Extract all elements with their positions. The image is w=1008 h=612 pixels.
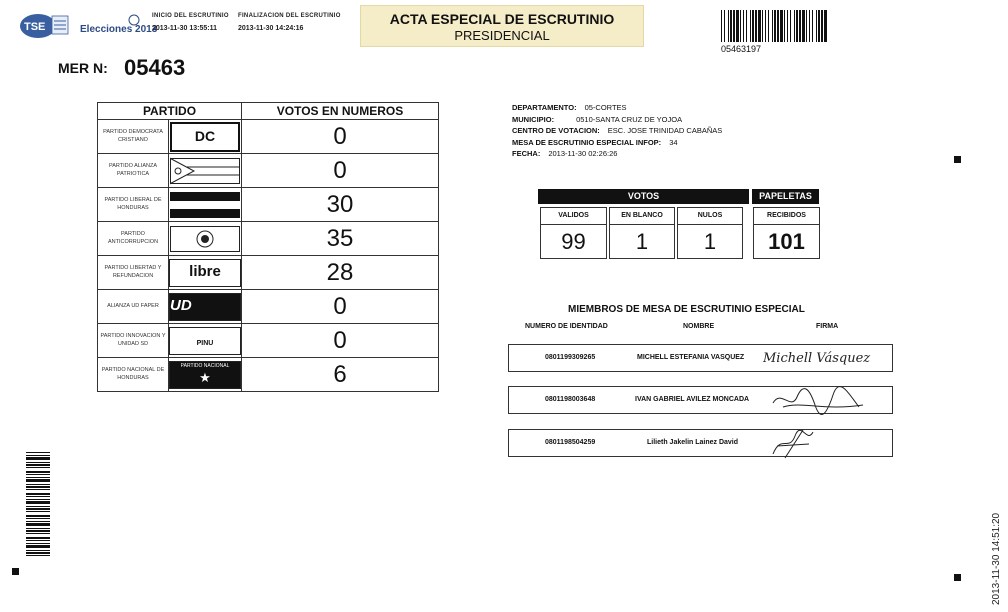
blanco-label: EN BLANCO [610, 208, 674, 225]
party-votes: 30 [242, 188, 439, 222]
validos-value: 99 [561, 229, 586, 254]
member-id: 0801198504259 [545, 439, 596, 446]
party-name: PARTIDO NACIONAL DE HONDURAS [98, 358, 169, 392]
party-logo-cell [169, 120, 242, 154]
party-votes: 35 [242, 222, 439, 256]
table-row [98, 256, 439, 290]
party-votes: 0 [242, 324, 439, 358]
recibidos-value: 101 [768, 229, 805, 254]
party-votes: 0 [242, 154, 439, 188]
page-title: ACTA ESPECIAL DE ESCRUTINIO [389, 11, 615, 27]
col-nombre: NOMBRE [683, 323, 715, 330]
page-subtitle: PRESIDENCIAL [454, 28, 550, 43]
member-name: MICHELL ESTEFANIA VASQUEZ [637, 354, 745, 361]
nulos-box [677, 207, 743, 259]
party-votes-table [97, 102, 439, 392]
party-votes: 0 [242, 290, 439, 324]
mer-label: MER N: [58, 60, 108, 76]
party-logo-cell [169, 256, 242, 290]
elecciones-logo-text: Elecciones 2013 [80, 24, 158, 35]
blanco-value: 1 [635, 229, 649, 254]
departamento-value: 05-CORTES [584, 103, 627, 112]
inicio-label: INICIO DEL ESCRUTINIO [152, 13, 229, 19]
anticorrupcion-logo-icon [170, 226, 240, 252]
recibidos-box [753, 207, 820, 259]
corner-mark [954, 574, 961, 581]
dc-logo: DC [170, 122, 240, 152]
partido-nacional-logo [169, 361, 241, 389]
member-signature [763, 381, 873, 419]
centro-label: CENTRO DE VOTACION: [512, 126, 600, 135]
star-icon: ★ [199, 369, 211, 385]
title-box [360, 5, 644, 47]
party-name: PARTIDO INNOVACION Y UNIDAD SD [98, 324, 169, 358]
col-identidad: NUMERO DE IDENTIDAD [525, 323, 608, 330]
recibidos-label: RECIBIDOS [754, 208, 819, 225]
party-logo-cell [169, 188, 242, 222]
member-signature: Michell Vásquez [763, 351, 871, 366]
table-row [98, 154, 439, 188]
members-title: MIEMBROS DE MESA DE ESCRUTINIO ESPECIAL [568, 304, 805, 315]
mesa-label: MESA DE ESCRUTINIO ESPECIAL INFOP: [512, 137, 662, 147]
party-name: PARTIDO ANTICORRUPCION [98, 222, 169, 256]
member-row [508, 344, 893, 372]
party-logo-cell [169, 290, 242, 324]
table-header-row [98, 103, 439, 120]
municipio-value: 0510-SANTA CRUZ DE YOJOA [576, 114, 683, 124]
header-votos: VOTOS EN NUMEROS [242, 103, 439, 120]
fin-value: 2013-11-30 14:24:16 [238, 25, 304, 32]
barcode-top [721, 10, 825, 42]
member-id: 0801198003648 [545, 396, 596, 403]
member-row [508, 386, 893, 414]
party-name: PARTIDO DEMOCRATA CRISTIANO [98, 120, 169, 154]
municipio-label: MUNICIPIO: [512, 114, 555, 124]
elecciones-logo [78, 10, 158, 42]
fecha-value: 2013-11-30 02:26:26 [548, 149, 618, 158]
alianza-patriotica-flag-icon [170, 158, 240, 184]
side-barcode [14, 452, 50, 556]
centro-value: ESC. JOSE TRINIDAD CABAÑAS [607, 126, 723, 135]
side-timestamp-text: 2013-11-30 14:51:20 [991, 512, 1002, 605]
fin-label: FINALIZACION DEL ESCRUTINIO [238, 13, 341, 19]
table-row [98, 120, 439, 154]
party-votes: 6 [242, 358, 439, 392]
corner-mark [954, 156, 961, 163]
member-name: Lilieth Jakelin Lainez David [647, 439, 739, 446]
tse-logo [18, 8, 70, 42]
partido-nacional-logo-text: PARTIDO NACIONAL [180, 362, 230, 369]
nulos-value: 1 [703, 229, 717, 254]
partido-liberal-flag-icon [170, 192, 240, 218]
party-name: PARTIDO ALIANZA PATRIOTICA [98, 154, 169, 188]
party-logo-cell [169, 222, 242, 256]
party-logo-cell [169, 358, 242, 392]
table-row [98, 222, 439, 256]
table-row [98, 290, 439, 324]
inicio-value: 2013-11-30 13:55:11 [152, 25, 217, 32]
member-name: IVAN GABRIEL AVILEZ MONCADA [635, 396, 750, 403]
corner-mark [12, 568, 19, 575]
validos-box [540, 207, 607, 259]
mesa-value: 34 [669, 137, 678, 147]
papeletas-header: PAPELETAS [752, 189, 819, 204]
barcode-number: 05463197 [721, 44, 762, 54]
pinu-logo: PINU [169, 327, 241, 355]
departamento-label: DEPARTAMENTO: [512, 103, 577, 112]
table-row [98, 324, 439, 358]
fecha-label: FECHA: [512, 149, 541, 158]
member-row [508, 429, 893, 457]
table-row [98, 358, 439, 392]
party-votes: 0 [242, 120, 439, 154]
party-name: PARTIDO LIBERAL DE HONDURAS [98, 188, 169, 222]
tse-logo-text: TSE [24, 21, 46, 33]
col-firma: FIRMA [816, 323, 839, 330]
votos-header: VOTOS [538, 189, 749, 204]
table-row [98, 188, 439, 222]
header-partido: PARTIDO [98, 103, 242, 120]
location-info [512, 102, 722, 160]
nulos-label: NULOS [678, 208, 742, 225]
party-votes: 28 [242, 256, 439, 290]
party-name: PARTIDO LIBERTAD Y REFUNDACION [98, 256, 169, 290]
ud-logo: UD [169, 293, 241, 321]
blanco-box [609, 207, 675, 259]
party-name: ALIANZA UD FAPER [98, 290, 169, 324]
side-timestamp [988, 485, 1002, 605]
member-id: 0801199309265 [545, 354, 596, 361]
libre-logo: libre [169, 259, 241, 287]
mer-value: 05463 [124, 55, 186, 80]
member-signature [763, 424, 833, 464]
party-logo-cell [169, 324, 242, 358]
party-logo-cell [169, 154, 242, 188]
validos-label: VALIDOS [541, 208, 606, 225]
